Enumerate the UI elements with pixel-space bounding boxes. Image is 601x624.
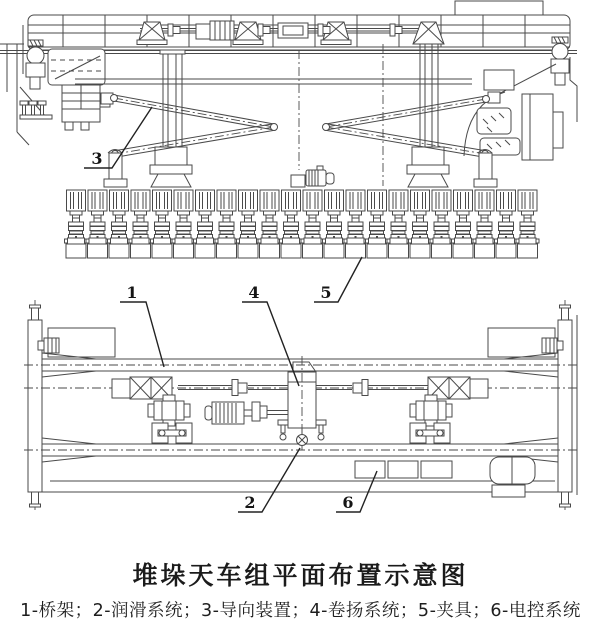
clamp-row bbox=[65, 190, 540, 258]
support-feet bbox=[20, 101, 52, 119]
left-end-carriage bbox=[28, 300, 42, 510]
left-wall bbox=[0, 25, 29, 145]
right-end-carriage bbox=[558, 300, 577, 510]
callout-5: 5 bbox=[320, 283, 332, 302]
elevation-view bbox=[0, 1, 577, 258]
plan-view bbox=[24, 300, 578, 510]
brake-box bbox=[278, 23, 308, 38]
right-corner-box bbox=[488, 328, 563, 357]
figure-legend: 1-桥架；2-润滑系统；3-导向装置；4-卷扬系统；5-夹具；6-电控系统 bbox=[20, 601, 581, 621]
hoist-motor bbox=[205, 402, 288, 424]
leader-1 bbox=[120, 302, 164, 367]
hoist-drive bbox=[24, 356, 578, 450]
callout-2: 2 bbox=[244, 493, 256, 512]
callout-1: 1 bbox=[126, 283, 138, 302]
lubrication-pump bbox=[297, 428, 308, 446]
cabinet-box bbox=[455, 1, 543, 15]
figure-title: 堆垛天车组平面布置示意图 bbox=[132, 561, 469, 590]
callouts bbox=[84, 107, 377, 512]
callout-6: 6 bbox=[342, 493, 354, 512]
left-mast bbox=[150, 50, 192, 187]
clamp-beam-motor bbox=[291, 166, 334, 187]
drive-motor bbox=[196, 21, 234, 40]
control-boxes bbox=[355, 457, 535, 497]
callout-4: 4 bbox=[248, 283, 260, 302]
right-mast bbox=[407, 44, 449, 187]
callout-3: 3 bbox=[91, 149, 103, 168]
right-end-structure bbox=[464, 70, 563, 160]
left-corner-box bbox=[38, 328, 115, 357]
